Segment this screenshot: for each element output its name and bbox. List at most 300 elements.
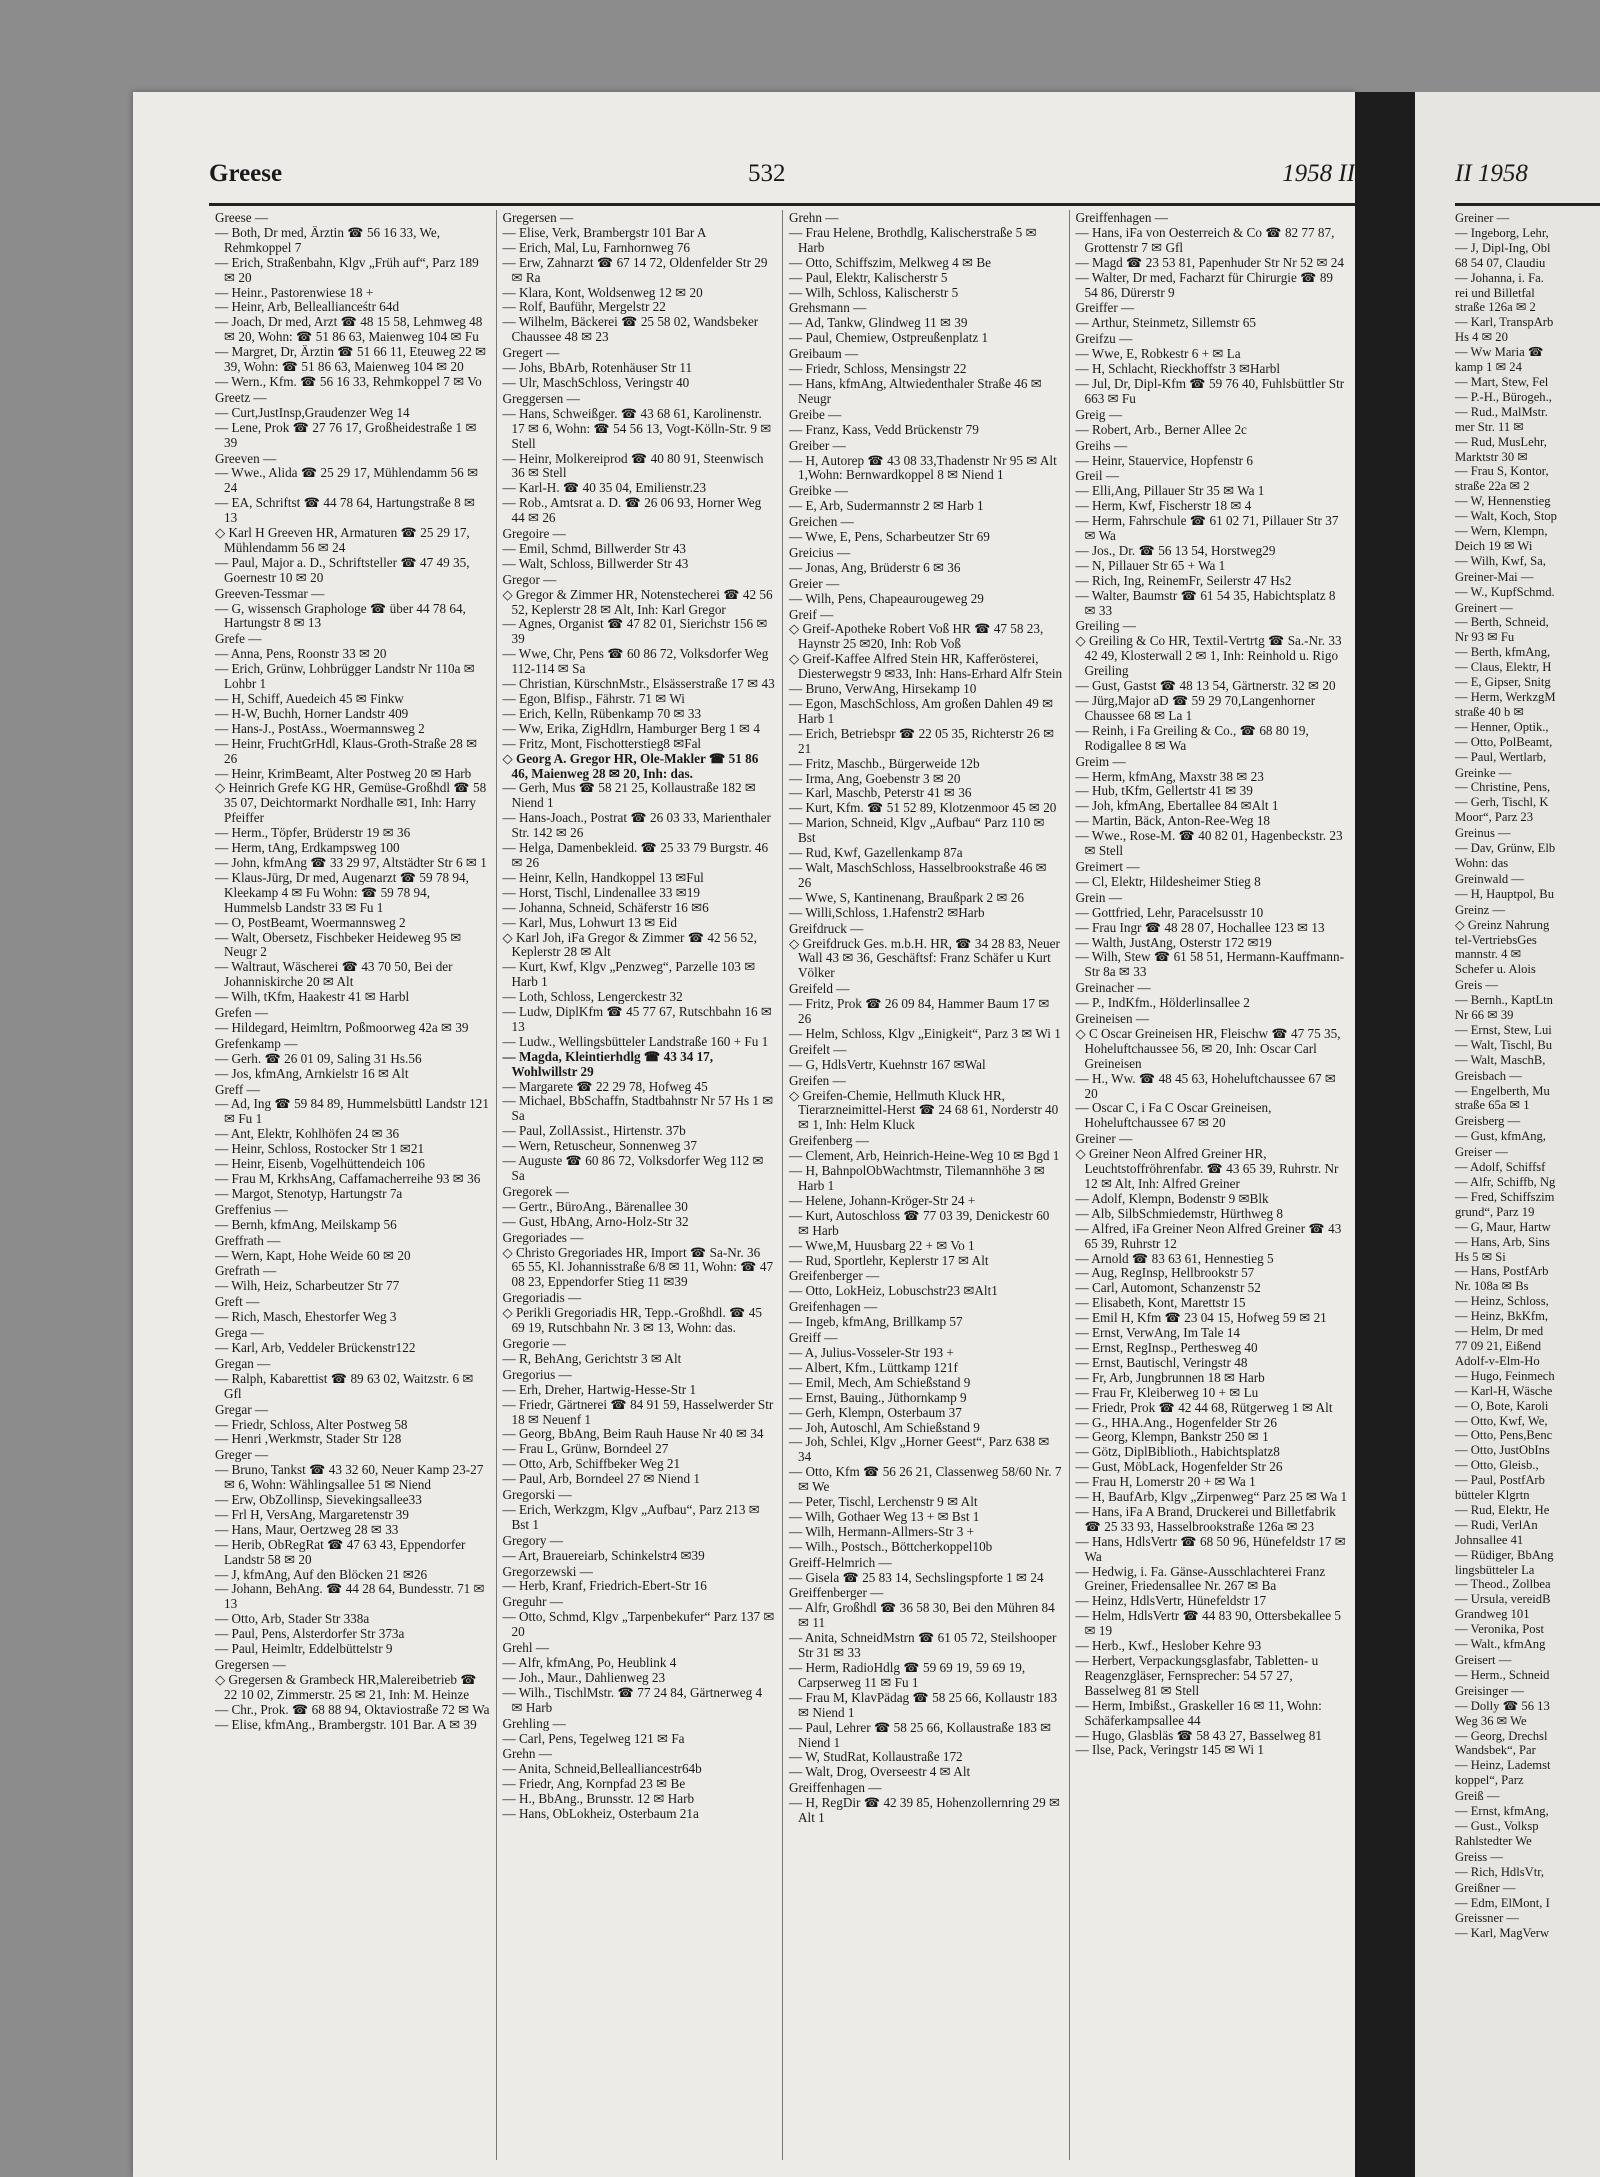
directory-entry: — Marion, Schneid, Klgv „Aufbau“ Parz 110 ✉ Bst — [789, 815, 1045, 846]
directory-entry: — Emil, Schmd, Billwerder Str 43 — [502, 540, 687, 556]
directory-entry: — Wwe., Alida ☎ 25 29 17, Mühlendamm 56 ✉ 24 — [215, 465, 479, 496]
directory-entry: — Ludw, DiplKfm ☎ 45 77 67, Rutschbahn 16 ✉ 13 — [502, 1004, 772, 1034]
surname-heading: Greinert — — [1455, 600, 1513, 615]
surname-heading: Grehsmann — — [789, 300, 867, 316]
directory-entry: — Paul, Heimltr, Eddelbüttelstr 9 — [215, 1641, 393, 1657]
surname-heading: Greff — — [215, 1081, 260, 1097]
directory-entry: — Alfr, kfmAng, Po, Heublink 4 — [502, 1655, 677, 1670]
directory-entry: — Anita, SchneidMstrn ☎ 61 05 72, Steilshooper Str 31 ✉ 33 — [789, 1630, 1057, 1661]
directory-entry: — Henri ,Werkmstr, Stader Str 128 — [215, 1431, 402, 1447]
directory-entry: — Rud, Sportlehr, Keplerstr 17 ✉ Alt — [789, 1252, 989, 1268]
directory-entry: — Walter, Baumstr ☎ 61 54 35, Habichtsplatz 8 ✉ 33 — [1075, 587, 1336, 618]
directory-entry: mannstr. 4 ✉ — [1455, 947, 1522, 962]
directory-entry: — Magd ☎ 23 53 81, Papenhuder Str Nr 52 ✉ 24 — [1075, 254, 1344, 270]
directory-entry: — Paul, PostfArb — [1455, 1473, 1545, 1488]
directory-entry: — Ww, Erika, ZigHdlrn, Hamburger Berg 1 ✉ 4 — [502, 720, 760, 736]
directory-entry: Nr. 108a ✉ Bs — [1455, 1279, 1529, 1294]
directory-entry: — G., HHA.Ang., Hogenfelder Str 26 — [1075, 1414, 1277, 1430]
directory-entry: — Hans, iFa A Brand, Druckerei und Billetfabrik ☎ 25 33 93, Hasselbrookstraße 126a ✉ 23 — [1075, 1503, 1336, 1534]
directory-entry: — J, kfmAng, Auf den Blöcken 21 ✉26 — [215, 1566, 428, 1582]
directory-entry: — Carl, Pens, Tegelweg 121 ✉ Fa — [502, 1730, 685, 1746]
surname-heading: Greim — — [1075, 753, 1126, 769]
surname-heading: Greinus — — [1455, 826, 1511, 841]
directory-entry: — W, StudRat, Kollaustraße 172 — [789, 1749, 963, 1765]
column-1 — [209, 210, 496, 2160]
directory-entry: — Bruno, Tankst ☎ 43 32 60, Neuer Kamp 23-27 ✉ 6, Wohn: Wählingsallee 51 ✉ Niend — [215, 1462, 484, 1493]
column-2 — [496, 210, 783, 2160]
directory-entry: — Wilh, Kwf, Sa, — [1455, 553, 1546, 568]
directory-entry: — O, Bote, Karoli — [1455, 1398, 1549, 1413]
surname-heading: Greil — — [1075, 468, 1120, 484]
directory-entry: — Heinz, BkKfm, — [1455, 1309, 1549, 1324]
surname-heading: Gregorie — — [502, 1335, 566, 1351]
directory-entry: — Loth, Schloss, Lengerckestr 32 — [502, 989, 683, 1005]
directory-entry: — Adolf, Klempn, Bodenstr 9 ✉Blk — [1075, 1190, 1269, 1206]
directory-entry: Marktstr 30 ✉ — [1455, 449, 1528, 464]
directory-entry: — Johanna, Schneid, Schäferstr 16 ✉6 — [502, 899, 709, 915]
directory-entry: mer Str. 11 ✉ — [1455, 419, 1524, 434]
column-4 — [1069, 210, 1356, 2160]
directory-entry: — Heinr, Eisenb, Vogelhüttendeich 106 — [215, 1156, 425, 1172]
directory-entry: — Frau H, Lomerstr 20 + ✉ Wa 1 — [1075, 1474, 1256, 1490]
directory-entry: — Veronika, Post — [1455, 1622, 1544, 1637]
directory-entry: — Frau M, KrkhsAng, Caffamacherreihe 93 ✉ 36 — [215, 1171, 481, 1186]
directory-entry: — Rich, Masch, Ehestorfer Weg 3 — [215, 1309, 397, 1325]
directory-entry: ◇ Greiling & Co HR, Textil-Vertrtg ☎ Sa.-Nr. 33 42 49, Klosterwall 2 ✉ 1, Inh: Reinhold u. Rigo Greiling — [1075, 633, 1342, 679]
surname-heading: Greis — — [1455, 978, 1499, 993]
surname-heading: Greiffenhagen — — [1075, 210, 1168, 225]
directory-entry: — Wilh, Stew ☎ 61 58 51, Hermann-Kauffmann-Str 8a ✉ 33 — [1075, 949, 1344, 980]
directory-entry: bütteler Klgrtn — [1455, 1488, 1530, 1503]
surname-heading: Gregoire — — [502, 526, 566, 542]
directory-entry: — Otto, Kfm ☎ 56 26 21, Classenweg 58/60 Nr. 7 ✉ We — [789, 1464, 1062, 1495]
directory-entry: — Alfr, Schiffb, Ng — [1455, 1175, 1556, 1189]
directory-entry: — Friedr, Schloss, Mensingstr 22 — [789, 361, 967, 377]
directory-entry: — Walt., kfmAng — [1455, 1637, 1546, 1652]
directory-entry: — Hans, PostfArb — [1455, 1264, 1549, 1279]
directory-entry: rei und Billetfal — [1455, 285, 1535, 300]
directory-entry: — Frau Fr, Kleiberweg 10 + ✉ Lu — [1075, 1384, 1259, 1400]
directory-entry: — Wwe, E, Robkestr 6 + ✉ La — [1075, 346, 1241, 362]
directory-entry: — Karl-H, Wäsche — [1455, 1383, 1553, 1398]
directory-entry: straße 22a ✉ 2 — [1455, 479, 1530, 494]
directory-entry: — EA, Schriftst ☎ 44 78 64, Hartungstraße 8 ✉ 13 — [215, 495, 476, 526]
directory-entry: — Irma, Ang, Goebenstr 3 ✉ 20 — [789, 770, 961, 786]
directory-entry: — Heinz, HdlsVertr, Hünefeldstr 17 — [1075, 1593, 1267, 1609]
directory-entry: — Walth, JustAng, Osterstr 172 ✉19 — [1075, 934, 1272, 950]
directory-entry: — G, HdlsVertr, Kuehnstr 167 ✉Wal — [789, 1056, 986, 1072]
directory-entry: — Hugo, Glasbläs ☎ 58 43 27, Basselweg 81 — [1075, 1727, 1322, 1743]
directory-entry: — Jos, kfmAng, Arnkielstr 16 ✉ Alt — [215, 1065, 409, 1081]
directory-entry: — Frau Ingr ☎ 48 28 07, Hochallee 123 ✉ 13 — [1075, 919, 1325, 935]
directory-entry: — Rich, Ing, ReinemFr, Seilerstr 47 Hs2 — [1075, 572, 1292, 588]
directory-entry: — A, Julius-Vosseler-Str 193 + — [789, 1344, 954, 1360]
surname-heading: Greibaum — — [789, 346, 859, 362]
directory-entry: — Joh, kfmAng, Ebertallee 84 ✉Alt 1 — [1075, 798, 1279, 814]
directory-entry: — Otto, Pens,Benc — [1455, 1428, 1553, 1443]
surname-heading: Gregorski — — [502, 1487, 572, 1503]
directory-entry: — Hans-J., PostAss., Woermannsweg 2 — [215, 720, 425, 736]
directory-entry: — Kurt, Kfm. ☎ 51 52 89, Klotzenmoor 45 ✉ 20 — [789, 800, 1057, 816]
directory-entry: — Jos., Dr. ☎ 56 13 54, Horstweg29 — [1075, 542, 1276, 558]
directory-entry: — Ernst, Bauing., Jüthornkamp 9 — [789, 1389, 967, 1405]
directory-entry: — Karl, TranspArb — [1455, 315, 1554, 330]
directory-entry: Schefer u. Alois — [1455, 962, 1536, 977]
directory-entry: — Otto, Schmd, Klgv „Tarpenbekufer“ Parz 137 ✉ 20 — [502, 1609, 775, 1640]
column-3 — [782, 210, 1069, 2160]
surname-heading: Gregoriades — — [502, 1229, 584, 1245]
directory-entry: — Hedwig, i. Fa. Gänse-Ausschlachterei Franz Greiner, Friedensallee Nr. 267 ✉ Ba — [1075, 1563, 1326, 1594]
directory-entry: — Herm, Kwf, Fischerstr 18 ✉ 4 — [1075, 498, 1252, 514]
directory-entry: tel-VertriebsGes — [1455, 932, 1537, 947]
surname-heading: Greiß — — [1455, 1789, 1500, 1804]
directory-entry: ◇ Heinrich Grefe KG HR, Gemüse-Großhdl ☎ 58 35 07, Deichtormarkt Nordhalle ✉1, Inh: Harry Pfeiffer — [215, 780, 487, 826]
surname-heading: Greiss — — [1455, 1849, 1503, 1864]
directory-entry: — Michael, BbSchaffn, Stadtbahnstr Nr 57 Hs 1 ✉ Sa — [502, 1093, 774, 1124]
directory-entry: — E, Arb, Sudermannstr 2 ✉ Harb 1 — [789, 498, 984, 514]
directory-entry: — John, kfmAng ☎ 33 29 97, Altstädter Str 6 ✉ 1 — [215, 854, 487, 870]
surname-heading: Grefenkamp — — [215, 1035, 298, 1051]
directory-entry: — Hans, Maur, Oertzweg 28 ✉ 33 — [215, 1521, 399, 1537]
directory-entry: Nr 93 ✉ Fu — [1455, 630, 1515, 645]
directory-entry: — P., IndKfm., Hölderlinsallee 2 — [1075, 995, 1250, 1011]
directory-entry: ◇ Karl Joh, iFa Gregor & Zimmer ☎ 42 56 52, Keplerstr 28 ✉ Alt — [502, 929, 757, 960]
directory-entry: — Wern., Kfm. ☎ 56 16 33, Rehmkoppel 7 ✉ Vo — [215, 373, 482, 389]
directory-entry: — H, BahnpolObWachtmstr, Tilemannhöhe 3 ✉ Harb 1 — [789, 1163, 1045, 1193]
directory-entry: — Frau Helene, Brothdlg, Kalischerstraße 5 ✉ Harb — [789, 224, 1037, 255]
surname-heading: Greguhr — — [502, 1594, 563, 1610]
directory-entry: — Art, Brauereiarb, Schinkelstr4 ✉39 — [502, 1547, 705, 1563]
directory-entry: — Rüdiger, BbAng — [1455, 1547, 1554, 1562]
directory-entry: Wandsbek“, Par — [1455, 1743, 1536, 1758]
surname-heading: Greiner — — [1455, 211, 1510, 225]
directory-entry: — Frl H, VersAng, Margaretenstr 39 — [215, 1506, 409, 1522]
directory-entry: — Karl, Arb, Veddeler Brückenstr122 — [215, 1339, 416, 1355]
directory-entry: — Paul, Pens, Alsterdorfer Str 373a — [215, 1626, 405, 1642]
directory-entry: ◇ Gregor & Zimmer HR, Notenstecherei ☎ 42 56 52, Keplerstr 28 ✉ Alt, Inh: Karl Gregor — [502, 586, 773, 617]
surname-heading: Greineisen — — [1075, 1011, 1150, 1027]
directory-entry: — Friedr, Ang, Kornpfad 23 ✉ Be — [502, 1776, 686, 1792]
directory-entry: ◇ Greinz Nahrung — [1455, 917, 1550, 932]
directory-entry: — Engelberth, Mu — [1455, 1083, 1550, 1098]
directory-entry: — Paul, Elektr, Kalischerstr 5 — [789, 269, 948, 285]
directory-entry: — N, Pillauer Str 65 + Wa 1 — [1075, 557, 1226, 573]
directory-entry: kamp 1 ✉ 24 — [1455, 360, 1522, 375]
directory-entry: — Elli,Ang, Pillauer Str 35 ✉ Wa 1 — [1075, 483, 1265, 499]
directory-entry: — Walt, Koch, Stop — [1455, 509, 1557, 524]
directory-entry: — Ernst, Stew, Lui — [1455, 1022, 1552, 1037]
surname-heading: Greiber — — [789, 437, 846, 453]
book-gutter — [1355, 92, 1415, 2177]
directory-entry: — J, Dipl-Ing, Obl — [1455, 240, 1551, 255]
directory-entry: — Hans, Arb, Sins — [1455, 1234, 1550, 1249]
surname-heading: Gregor — — [502, 571, 557, 587]
directory-entry: — Ilse, Pack, Veringstr 145 ✉ Wi 1 — [1075, 1742, 1264, 1758]
directory-entry: — Fritz, Prok ☎ 26 09 84, Hammer Baum 17 ✉ 26 — [789, 996, 1050, 1027]
directory-entry: Moor“, Parz 23 — [1455, 810, 1533, 825]
directory-entry: — W, Hennenstieg — [1455, 494, 1551, 509]
directory-entry: — G, wissensch Graphologe ☎ über 44 78 64, Hartungstr 8 ✉ 13 — [215, 600, 466, 631]
surname-heading: Gregar — — [215, 1401, 269, 1417]
directory-entry: — Fr, Arb, Jungbrunnen 18 ✉ Harb — [1075, 1369, 1265, 1385]
directory-entry: — Karl, Maschb, Peterstr 41 ✉ 36 — [789, 785, 972, 801]
page-year-volume: 1958 II — [1282, 160, 1355, 187]
directory-entry: — Helm, Dr med — [1455, 1324, 1544, 1339]
surname-heading: Greese — — [215, 210, 269, 225]
directory-entry: — Hans, HdlsVertr ☎ 68 50 96, Hünefeldstr 17 ✉ Wa — [1075, 1533, 1346, 1564]
surname-heading: Greinacher — — [1075, 980, 1151, 996]
directory-entry: — Fritz, Mont, Fischotterstieg8 ✉Fal — [502, 735, 702, 751]
directory-entry: — Walt, MaschSchloss, Hasselbrookstraße 46 ✉ 26 — [789, 859, 1047, 890]
directory-page — [133, 92, 1355, 2177]
directory-entry: — Wwe, Chr, Pens ☎ 60 86 72, Volksdorfer Weg 112-114 ✉ Sa — [502, 646, 769, 677]
directory-entry: — Otto, JustObIns — [1455, 1443, 1550, 1458]
directory-entry: — Elise, kfmAng., Brambergstr. 101 Bar. A ✉ 39 — [215, 1716, 477, 1732]
surname-heading: Greissner — — [1455, 1911, 1520, 1926]
directory-entry: — Egon, MaschSchloss, Am großen Dahlen 49 ✉ Harb 1 — [789, 696, 1054, 726]
directory-entry: — Wern, Kapt, Hohe Weide 60 ✉ 20 — [215, 1247, 411, 1263]
directory-entry: — Paul, Major a. D., Schriftsteller ☎ 47 49 35, Goernestr 10 ✉ 20 — [215, 554, 470, 585]
directory-entry: — Joach, Dr med, Arzt ☎ 48 15 58, Lehmweg 48 ✉ 20, Wohn: ☎ 51 86 63, Maienweg 104 ✉ Fu — [215, 314, 483, 345]
directory-entry: lingsbütteler La — [1455, 1562, 1535, 1577]
directory-entry: — Gerh. ☎ 26 01 09, Saling 31 Hs.56 — [215, 1050, 422, 1066]
directory-entry: — Margret, Dr, Ärztin ☎ 51 66 11, Eteuweg 22 ✉ 39, Wohn: ☎ 51 86 63, Maienweg 104 ✉ 20 — [215, 344, 487, 375]
directory-entry: — Rud, MusLehr, — [1455, 434, 1547, 449]
directory-entry: — Hans, iFa von Oesterreich & Co ☎ 82 77 87, Grottenstr 7 ✉ Gfl — [1075, 224, 1335, 255]
directory-entry: — Rudi, VerlAn — [1455, 1517, 1538, 1532]
directory-entry: — Jonas, Ang, Brüderstr 6 ✉ 36 — [789, 559, 961, 575]
directory-entry: — Klara, Kont, Woldsenweg 12 ✉ 20 — [502, 284, 703, 300]
directory-entry: — E, Gipser, Snitg — [1455, 675, 1551, 690]
directory-entry: — Horst, Tischl, Lindenallee 33 ✉19 — [502, 884, 700, 900]
directory-entry: — Karl-H. ☎ 40 35 04, Emilienstr.23 — [502, 480, 707, 496]
directory-entry: — Bernh., KaptLtn — [1455, 993, 1553, 1008]
entry-columns — [209, 210, 1355, 2160]
directory-entry: — Ernst, kfmAng, — [1455, 1804, 1549, 1819]
directory-entry: — Otto, Kwf, We, — [1455, 1413, 1548, 1428]
directory-entry: — Otto, LokHeiz, Lobuschstr23 ✉Alt1 — [789, 1283, 998, 1299]
surname-heading: Greinz — — [1455, 902, 1506, 917]
directory-entry: — Karl, MagVerw — [1455, 1926, 1550, 1941]
directory-entry: — Alfr, Großhdl ☎ 36 58 30, Bei den Mühren 84 ✉ 11 — [789, 1600, 1055, 1631]
surname-heading: Grefen — — [215, 1005, 269, 1021]
directory-entry: — Ingeborg, Lehr, — [1455, 225, 1549, 240]
directory-entry: — Rob., Amtsrat a. D. ☎ 26 06 93, Horner Weg 44 ✉ 26 — [502, 495, 762, 526]
directory-entry: — Friedr, Gärtnerei ☎ 84 91 59, Hasselwerder Str 18 ✉ Neuenf 1 — [502, 1396, 774, 1427]
directory-entry: ◇ Gregersen & Grambeck HR,Malereibetrieb ☎ 22 10 02, Zimmerstr. 25 ✉ 21, Inh: M. Heinze — [215, 1671, 477, 1702]
directory-entry: — Gertr., BüroAng., Bärenallee 30 — [502, 1198, 688, 1214]
directory-entry: — Klaus-Jürg, Dr med, Augenarzt ☎ 59 78 94, Kleekamp 4 ✉ Fu Wohn: ☎ 59 78 94, Hummelsb Landstr 33 ✉ Fu 1 — [215, 869, 469, 915]
directory-entry: — Walter, Dr med, Facharzt für Chirurgie ☎ 89 54 86, Dürerstr 9 — [1075, 269, 1334, 300]
directory-entry: — Ant, Elektr, Kohlhöfen 24 ✉ 36 — [215, 1126, 400, 1142]
directory-entry: — Gerh, Mus ☎ 58 21 25, Kollaustraße 182 ✉ Niend 1 — [502, 780, 756, 811]
surname-heading: Greifzu — — [1075, 331, 1133, 347]
directory-entry: — Paul, Chemiew, Ostpreußenplatz 1 — [789, 330, 989, 346]
directory-entry: — Henner, Optik., — [1455, 719, 1549, 734]
directory-entry: — Wilhelm, Bäckerei ☎ 25 58 02, Wandsbeker Chaussee 48 ✉ 23 — [502, 314, 759, 345]
directory-entry: ◇ Georg A. Gregor HR, Ole-Makler ☎ 51 86 46, Maienweg 28 ✉ 20, Inh: das. — [502, 750, 759, 781]
directory-entry: — Johs, BbArb, Rotenhäuser Str 11 — [502, 360, 693, 376]
directory-entry: — Emil, Mech, Am Schießstand 9 — [789, 1374, 971, 1390]
directory-entry: — Hans, kfmAng, Altwiedenthaler Straße 46 ✉ Neugr — [789, 375, 1042, 406]
directory-entry: — Wilh, Heiz, Scharbeutzer Str 77 — [215, 1278, 400, 1294]
directory-entry: — Heinr, FruchtGrHdl, Klaus-Groth-Straße 28 ✉ 26 — [215, 735, 478, 766]
directory-entry: — Margot, Stenotyp, Hartungstr 7a — [215, 1185, 403, 1201]
surname-heading: Greger — — [215, 1447, 269, 1463]
directory-entry: — Elisabeth, Kont, Marettstr 15 — [1075, 1295, 1246, 1311]
directory-entry: — Agnes, Organist ☎ 47 82 01, Sierichstr 156 ✉ 39 — [502, 616, 768, 647]
directory-entry: — Curt,JustInsp,Graudenzer Weg 14 — [215, 404, 410, 420]
directory-entry: — H, Hauptpol, Bu — [1455, 886, 1554, 901]
surname-heading: Grein — — [1075, 889, 1123, 905]
directory-entry: straße 126a ✉ 2 — [1455, 300, 1536, 315]
directory-entry: — Herm., Schneid — [1455, 1667, 1550, 1682]
directory-entry: — Wern, Retuscheur, Sonnenweg 37 — [502, 1138, 697, 1154]
directory-entry: — Helm, Schloss, Klgv „Einigkeit“, Parz 3 ✉ Wi 1 — [789, 1025, 1061, 1041]
directory-entry: — Rud, Elektr, He — [1455, 1502, 1550, 1517]
directory-entry: — Hans, ObLokheiz, Osterbaum 21a — [502, 1806, 699, 1822]
directory-entry: — Berth, kfmAng, — [1455, 645, 1551, 660]
directory-entry: — Clement, Arb, Heinrich-Heine-Weg 10 ✉ Bgd 1 — [789, 1148, 1060, 1164]
surname-heading: Greifenhagen — — [789, 1299, 878, 1315]
page-header-keyword: Greese — [209, 160, 283, 187]
directory-entry: — Herm, Fahrschule ☎ 61 02 71, Pillauer Str 37 ✉ Wa — [1075, 513, 1339, 544]
directory-entry: — Willi,Schloss, 1.Hafenstr2 ✉Harb — [789, 904, 985, 920]
directory-entry: — Otto, Arb, Schiffbeker Weg 21 — [502, 1456, 681, 1472]
directory-entry: — Ww Maria ☎ — [1455, 345, 1544, 360]
directory-entry: — Fred, Schiffszim — [1455, 1189, 1555, 1204]
directory-entry: — Margarete ☎ 22 29 78, Hofweg 45 — [502, 1078, 708, 1094]
directory-entry: — Peter, Tischl, Lerchenstr 9 ✉ Alt — [789, 1494, 978, 1510]
surname-heading: Greiner-Mai — — [1455, 569, 1534, 584]
directory-entry: — Gust., Volksp — [1455, 1818, 1539, 1833]
directory-entry: — Erich, Straßenbahn, Klgv „Früh auf“, Parz 189 ✉ 20 — [215, 254, 479, 285]
directory-entry: — Herm, tAng, Erdkampsweg 100 — [215, 840, 400, 856]
surname-heading: Greifen — — [789, 1072, 846, 1088]
directory-entry: — Wwe, E, Pens, Scharbeutzer Str 69 — [789, 529, 990, 545]
directory-entry: — Ursula, vereidB — [1455, 1592, 1551, 1607]
directory-entry: Hs 4 ✉ 20 — [1455, 330, 1508, 345]
directory-entry: — W., KupfSchmd. — [1455, 584, 1555, 599]
surname-heading: Gregersen — — [215, 1657, 286, 1672]
directory-entry: — Heinr, KrimBeamt, Alter Postweg 20 ✉ Harb — [215, 765, 472, 781]
surname-heading: Greggersen — — [502, 390, 580, 406]
directory-entry: — Ulr, MaschSchloss, Veringstr 40 — [502, 374, 690, 390]
directory-entry: — H, BaufArb, Klgv „Zirpenweg“ Parz 25 ✉ Wa 1 — [1075, 1489, 1348, 1505]
directory-entry: — Theod., Zollbea — [1455, 1577, 1551, 1592]
directory-entry: Nr 66 ✉ 39 — [1455, 1008, 1514, 1023]
surname-heading: Greiffenhagen — — [789, 1780, 882, 1796]
next-page-column — [1455, 210, 1600, 1941]
next-page-header: II 1958 — [1455, 160, 1528, 187]
surname-heading: Greichen — — [789, 514, 854, 530]
directory-entry: — Otto, PolBeamt, — [1455, 734, 1553, 749]
directory-entry: straße 40 b ✉ — [1455, 704, 1524, 719]
directory-entry: — Chr., Prok. ☎ 68 88 94, Oktaviostraße 72 ✉ Wa — [215, 1701, 490, 1717]
directory-entry: — Dolly ☎ 56 13 — [1455, 1698, 1550, 1713]
directory-entry: — Fritz, Maschb., Bürgerweide 12b — [789, 755, 980, 771]
directory-entry: — Gust, kfmAng, — [1455, 1129, 1546, 1144]
directory-entry: Weg 36 ✉ We — [1455, 1713, 1527, 1728]
directory-entry: — Rolf, Bauführ, Mergelstr 22 — [502, 299, 666, 315]
directory-entry: — Jürg,Major aD ☎ 59 29 70,Langenhorner Chaussee 68 ✉ La 1 — [1075, 693, 1316, 723]
directory-entry: ◇ Greif-Kaffee Alfred Stein HR, Kafferösterei, Diesterwegstr 9 ✉33, Inh: Hans-Erhard Alfr Stein — [789, 651, 1063, 682]
directory-entry: — Arthur, Steinmetz, Sillemstr 65 — [1075, 315, 1256, 331]
directory-entry: — Cl, Elektr, Hildesheimer Stieg 8 — [1075, 873, 1261, 889]
directory-entry: — Paul, Wertlarb, — [1455, 749, 1547, 764]
directory-entry: — Erich, Kelln, Rübenkamp 70 ✉ 33 — [502, 705, 702, 721]
directory-entry: — H, Schiff, Auedeich 45 ✉ Finkw — [215, 691, 404, 706]
directory-entry: — Reinh, i Fa Greiling & Co., ☎ 68 80 19, Rodigallee 8 ✉ Wa — [1075, 722, 1309, 753]
directory-entry: — Gottfried, Lehr, Paracelsusstr 10 — [1075, 904, 1264, 920]
directory-entry: Rahlstedter We — [1455, 1833, 1532, 1848]
directory-entry: — Ralph, Kabarettist ☎ 89 63 02, Waitzstr. 6 ✉ Gfl — [215, 1370, 474, 1401]
directory-entry: — Herbert, Verpackungsglasfabr, Tabletten- u Reagenzgläser, Fernsprecher: 54 57 27, Basselweg 81 ✉ Stell — [1075, 1653, 1319, 1698]
directory-entry: — Ernst, Bautischl, Veringstr 48 — [1075, 1354, 1248, 1370]
directory-entry: — O, PostBeamt, Woermannsweg 2 — [215, 914, 406, 930]
surname-heading: Grehn — — [789, 210, 839, 225]
directory-entry: — Jul, Dr, Dipl-Kfm ☎ 59 76 40, Fuhlsbüttler Str 663 ✉ Fu — [1075, 375, 1345, 406]
directory-entry: — Friedr, Schloss, Alter Postweg 58 — [215, 1416, 408, 1432]
directory-entry: — Wwe,M, Huusbarg 22 + ✉ Vo 1 — [789, 1237, 975, 1253]
surname-heading: Greisbach — — [1455, 1068, 1522, 1083]
directory-entry: — Heinz, Schloss, — [1455, 1294, 1549, 1309]
directory-entry: — Heinr, Stauervice, Hopfenstr 6 — [1075, 452, 1253, 468]
surname-heading: Greig — — [1075, 406, 1123, 422]
directory-entry: Wohn: das — [1455, 855, 1509, 870]
directory-entry: — Aug, RegInsp, Hellbrookstr 57 — [1075, 1265, 1255, 1281]
directory-entry: — Gerh, Tischl, K — [1455, 795, 1549, 810]
directory-entry: — P.-H., Bürogeh., — [1455, 389, 1552, 404]
surname-heading: Greisinger — — [1455, 1683, 1524, 1698]
directory-entry: — Waltraut, Wäscherei ☎ 43 70 50, Bei der Johanniskirche 20 ✉ Alt — [215, 959, 453, 990]
surname-heading: Greisberg — — [1455, 1114, 1521, 1129]
directory-entry: — Joh, Autoschl, Am Schießstand 9 — [789, 1419, 980, 1435]
directory-entry: 77 09 21, Eißend — [1455, 1338, 1542, 1353]
directory-entry: — Otto, Gleisb., — [1455, 1458, 1539, 1473]
directory-entry: — Gerh, Klempn, Osterbaum 37 — [789, 1404, 962, 1420]
directory-entry: — Gust, MöbLack, Hogenfelder Str 26 — [1075, 1459, 1283, 1475]
directory-entry: 68 54 07, Claudiu — [1455, 255, 1546, 270]
surname-heading: Greifelt — — [789, 1041, 847, 1057]
directory-entry: — Wilh, Schloss, Kalischerstr 5 — [789, 284, 959, 300]
directory-entry: — Wwe, S, Kantinenang, Braußpark 2 ✉ 26 — [789, 889, 1024, 905]
directory-entry: — Frau M, KlavPädag ☎ 58 25 66, Kollaustr 183 ✉ Niend 1 — [789, 1689, 1058, 1720]
directory-entry: — Friedr, Prok ☎ 42 44 68, Rütgerweg 1 ✉ Alt — [1075, 1399, 1333, 1415]
directory-entry: — Ludw., Wellingsbütteler Landstraße 160 + Fu 1 — [502, 1033, 769, 1049]
surname-heading: Gregan — — [215, 1355, 271, 1371]
directory-entry: — Walt, Drog, Overseestr 4 ✉ Alt — [789, 1764, 971, 1780]
surname-heading: Greinke — — [1455, 765, 1512, 780]
surname-heading: Greifeld — — [789, 981, 850, 997]
surname-heading: Greibke — — [789, 483, 848, 499]
directory-entry: — Hugo, Feinmech — [1455, 1368, 1555, 1383]
directory-entry: — H., Ww. ☎ 48 45 63, Hoheluftchaussee 67 ✉ 20 — [1075, 1070, 1336, 1101]
surname-heading: Greetz — — [215, 389, 267, 405]
directory-entry: — Erich, Mal, Lu, Farnhornweg 76 — [502, 239, 691, 255]
directory-entry: — Heinr, Kelln, Handkoppel 13 ✉Ful — [502, 869, 704, 885]
surname-heading: Gregory — — [502, 1532, 563, 1548]
surname-heading: Gregorek — — [502, 1183, 569, 1199]
directory-entry: — Alfred, iFa Greiner Neon Alfred Greiner ☎ 43 65 39, Ruhrstr 12 — [1075, 1220, 1342, 1251]
directory-entry: ◇ Karl H Greeven HR, Armaturen ☎ 25 29 17, Mühlendamm 56 ✉ 24 — [215, 525, 470, 555]
surname-heading: Greiffer — — [1075, 300, 1135, 316]
directory-entry: — Wilh, tKfm, Haakestr 41 ✉ Harbl — [215, 989, 410, 1005]
directory-entry: — Anita, Schneid,Bellealliancestr64b — [502, 1761, 702, 1777]
surname-heading: Greeven — — [215, 450, 277, 466]
surname-heading: Greisert — — [1455, 1653, 1512, 1667]
directory-entry: — Elise, Verk, Brambergstr 101 Bar A — [502, 224, 707, 240]
